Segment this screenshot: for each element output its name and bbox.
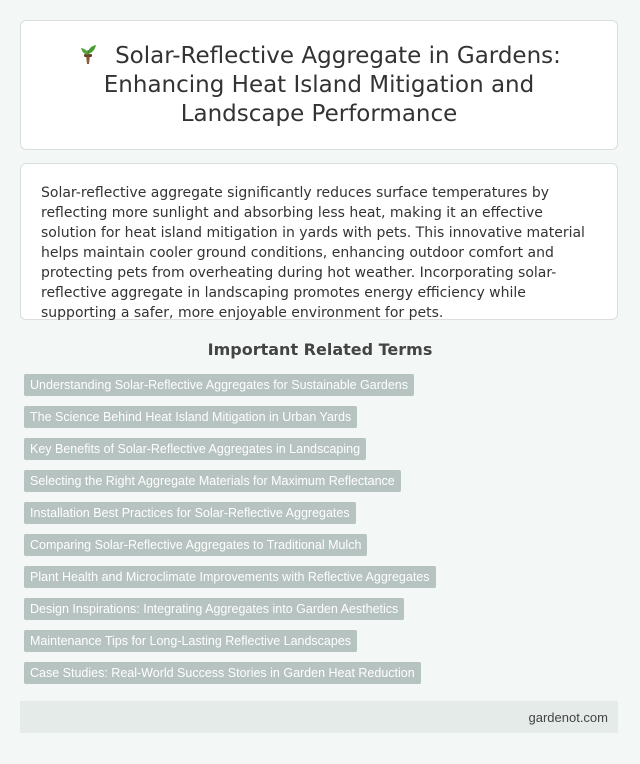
summary-card: [20, 163, 618, 320]
related-term-tag[interactable]: Comparing Solar-Reflective Aggregates to Traditional Mulch: [24, 534, 367, 556]
related-term-tag[interactable]: Key Benefits of Solar-Reflective Aggregates in Landscaping: [24, 438, 366, 460]
related-term-tag[interactable]: Understanding Solar-Reflective Aggregates for Sustainable Gardens: [24, 374, 414, 396]
page-title: Solar-Reflective Aggregate in Gardens: Enhancing Heat Island Mitigation and Landscape Performance: [103, 42, 561, 127]
related-term-tag[interactable]: Selecting the Right Aggregate Materials for Maximum Reflectance: [24, 470, 401, 492]
related-term-tag[interactable]: Maintenance Tips for Long-Lasting Reflective Landscapes: [24, 630, 357, 652]
related-term-tag[interactable]: Plant Health and Microclimate Improvements with Reflective Aggregates: [24, 566, 436, 588]
sprout-icon: [77, 42, 99, 66]
footer-bar: [20, 701, 618, 733]
summary-text: Solar-reflective aggregate significantly reduces surface temperatures by reflecting more sunlight and absorbing less heat, making it an effective solution for heat island mitigation in yards with pets. This innovative material helps maintain cooler ground conditions, enhancing outdoor comfort and protecting pets from overheating during hot weather. Incorporating solar-reflective aggregate in landscaping promotes energy efficiency while supporting a safer, more enjoyable environment for pets.: [41, 185, 585, 321]
page-title-block: [49, 42, 589, 129]
title-card: [20, 20, 618, 150]
related-term-tag[interactable]: Installation Best Practices for Solar-Reflective Aggregates: [24, 502, 356, 524]
related-terms-list: [24, 374, 624, 694]
related-term-tag[interactable]: Design Inspirations: Integrating Aggregates into Garden Aesthetics: [24, 598, 404, 620]
related-terms-heading: Important Related Terms: [207, 340, 433, 359]
footer-site-name[interactable]: gardenot.com: [528, 709, 608, 725]
related-term-tag[interactable]: Case Studies: Real-World Success Stories in Garden Heat Reduction: [24, 662, 421, 684]
related-term-tag[interactable]: The Science Behind Heat Island Mitigation in Urban Yards: [24, 406, 357, 428]
